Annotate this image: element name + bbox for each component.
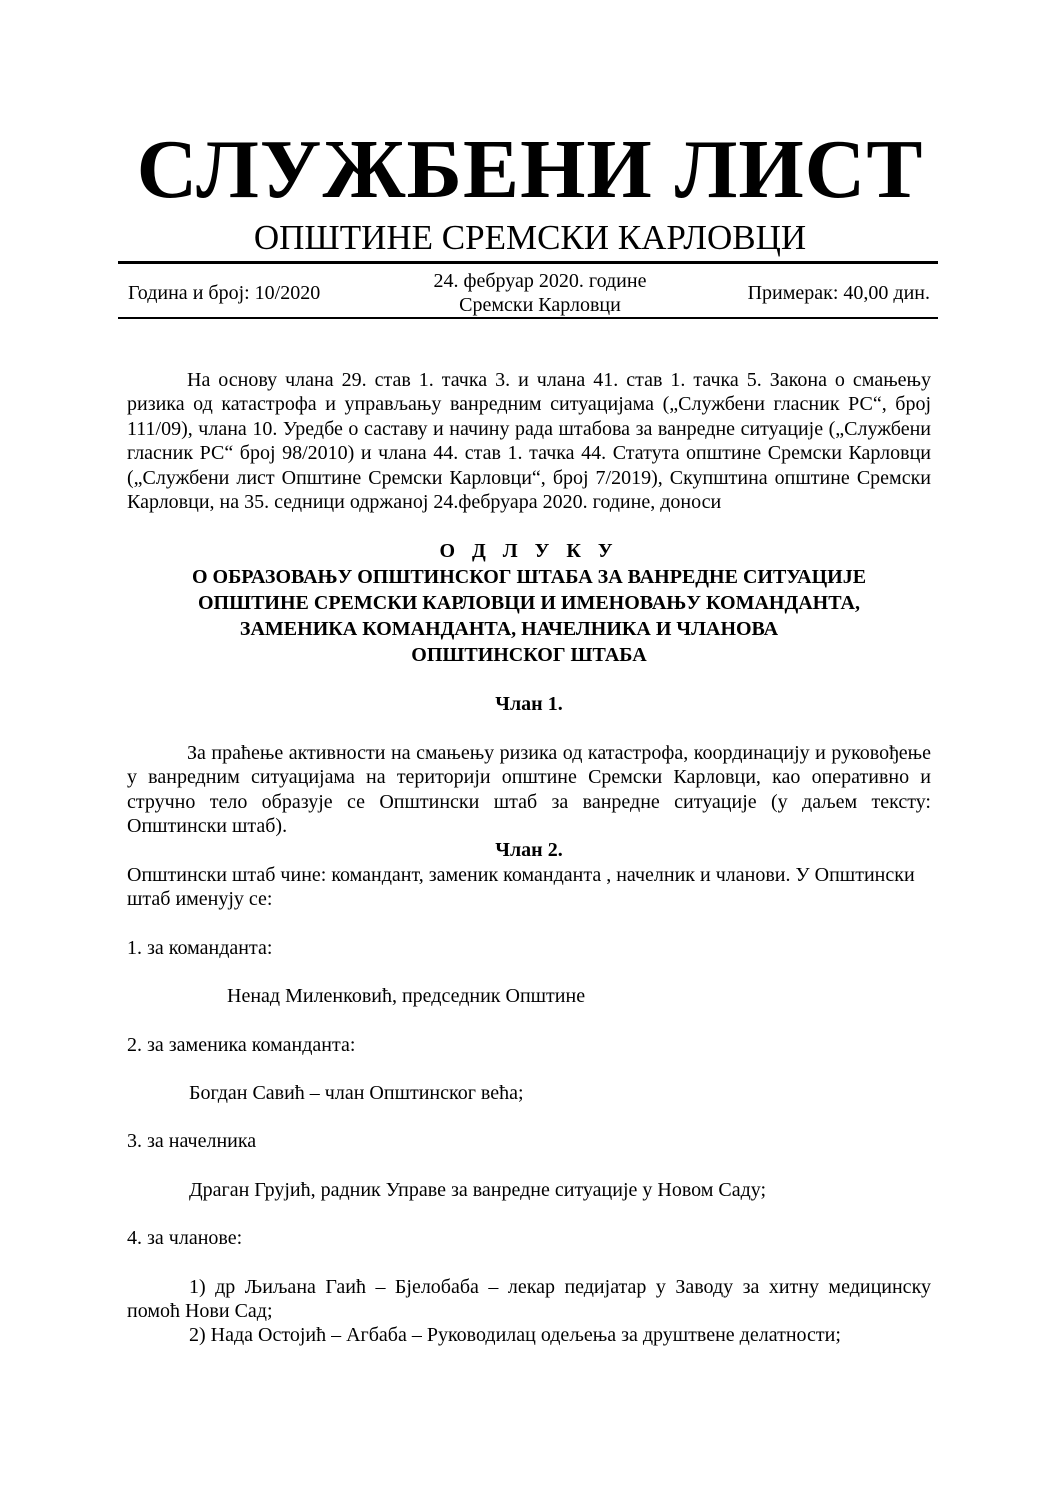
spacer <box>127 960 931 984</box>
masthead-title: СЛУЖБЕНИ ЛИСТ <box>136 123 924 216</box>
decision-line-3: ЗАМЕНИКА КОМАНДАНТА, НАЧЕЛНИКА И ЧЛАНОВА <box>239 618 779 641</box>
spacer <box>127 912 931 936</box>
spacer <box>127 1009 931 1033</box>
decision-line-1: О ОБРАЗОВАЊУ ОПШТИНСКОГ ШТАБА ЗА ВАНРЕДНЕ СИТУАЦИЈЕ <box>191 566 867 589</box>
issue-date: 24. фебруар 2020. године <box>433 270 647 292</box>
chief-name: Драган Грујић, радник Управе за ванредне ситуације у Новом Саду; <box>189 1178 767 1201</box>
decision-title <box>127 538 931 668</box>
members-label: 4. за чланове: <box>127 1227 243 1250</box>
spacer <box>127 1154 931 1178</box>
member-item: 1) др Љиљана Гаић – Бјелобаба – лекар педијатар у Заводу за хитну медицинску помоћ Нови Сад; <box>127 1275 931 1322</box>
document-body <box>127 368 931 1348</box>
member-item: 2) Нада Остојић – Агбаба – Руководилац одељења за друштвене делатности; <box>189 1324 841 1347</box>
decision-line-2: ОПШТИНЕ СРЕМСКИ КАРЛОВЦИ И ИМЕНОВАЊУ КОМАНДАНТА, <box>198 592 860 615</box>
preamble-paragraph: На основу члана 29. став 1. тачка 3. и члана 41. став 1. тачка 5. Закона о смањењу ризика од катастрофа и управљању ванредним ситуацијама („Службени гласник РС“, број 111/09), члана 10. Уредбе о саставу и начину рада штабова за ванредне ситуације („Службени гласник РС“ број 98/2010) и члана 44. став 1. тачка 44. Статута општине Сремски Карловци („Службени лист Општине Сремски Карловци“, број 7/2019), Скупштина општине Сремски Карловци, на 35. седници одржаној 24.фебруара 2020. године, доноси <box>127 369 931 514</box>
chief-label: 3. за начелника <box>127 1130 257 1153</box>
article-2-heading: Члан 2. <box>495 839 563 862</box>
article-2-intro: Општински штаб чине: командант, заменик команданта , начелник и чланови. У Општински штаб именују се: <box>127 863 915 911</box>
article-1-heading: Члан 1. <box>495 693 563 716</box>
issue-number: Година и број: 10/2020 <box>128 282 321 304</box>
spacer <box>127 1251 931 1275</box>
decision-word: О Д Л У К У <box>439 540 619 563</box>
spacer <box>127 1105 931 1129</box>
deputy-label: 2. за заменика команданта: <box>127 1033 356 1056</box>
deputy-name: Богдан Савић – члан Општинског већа; <box>189 1081 524 1104</box>
issue-date-place <box>390 269 690 317</box>
commander-name: Ненад Миленковић, председник Општине <box>227 985 586 1008</box>
spacer <box>127 1202 931 1226</box>
commander-label: 1. за команданта: <box>127 936 273 959</box>
issue-place: Сремски Карловци <box>459 294 621 316</box>
masthead-subtitle: ОПШТИНЕ СРЕМСКИ КАРЛОВЦИ <box>253 218 807 257</box>
issue-price: Примерак: 40,00 дин. <box>747 282 930 304</box>
spacer <box>127 1057 931 1081</box>
header-rule-top <box>118 261 938 264</box>
article-1-text: За праћење активности на смањењу ризика од катастрофа, координацију и руковођење у ванредним ситуацијама на територији општине Сремски Карловци, као оперативно и стручно тело образује се Општински штаб за ванредне ситуације (у даљем тексту: Општински штаб). <box>127 741 931 838</box>
header-rule-bottom <box>118 317 938 319</box>
decision-line-4: ОПШТИНСКОГ ШТАБА <box>411 644 647 667</box>
